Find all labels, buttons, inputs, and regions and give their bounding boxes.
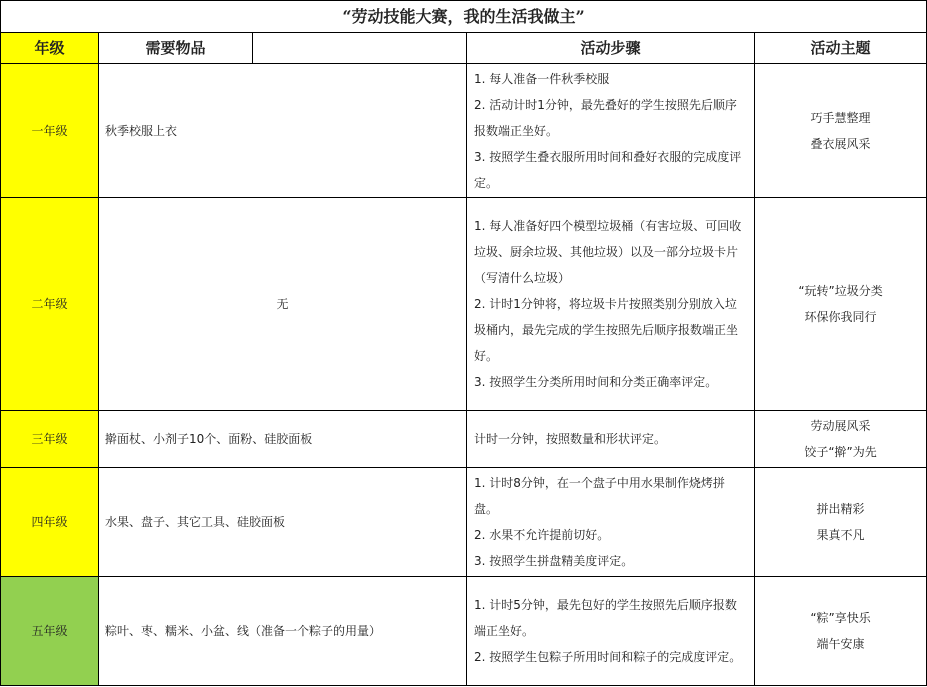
items-cell: 水果、盘子、其它工具、硅胶面板 xyxy=(99,468,467,577)
grade-cell: 四年级 xyxy=(1,468,99,577)
header-items: 需要物品 xyxy=(99,33,253,64)
theme-cell xyxy=(755,577,927,686)
grade-cell: 一年级 xyxy=(1,64,99,198)
theme-cell xyxy=(755,198,927,411)
grade-cell: 三年级 xyxy=(1,411,99,468)
step-text: 1. 计时5分钟，最先包好的学生按照先后顺序报数端正坐好。 xyxy=(474,598,737,638)
items-cell: 秋季校服上衣 xyxy=(99,64,467,198)
grade-cell: 五年级 xyxy=(1,577,99,686)
step-text: 1. 每人准备一件秋季校服 xyxy=(474,71,610,86)
theme-line: 拼出精彩 xyxy=(816,502,865,516)
theme-cell xyxy=(755,411,927,468)
steps-cell xyxy=(467,468,755,577)
theme-line: 端午安康 xyxy=(816,637,865,651)
header-row xyxy=(1,33,927,64)
step-text: 3. 按照学生叠衣服所用时间和叠好衣服的完成度评定。 xyxy=(474,149,742,190)
step-text: 2. 水果不允许提前切好。 xyxy=(474,528,610,542)
steps-cell xyxy=(467,411,755,468)
theme-line: 环保你我同行 xyxy=(804,310,877,324)
theme-cell xyxy=(755,468,927,577)
step-text: 2. 计时1分钟将，将垃圾卡片按照类别分别放入垃圾桶内，最先完成的学生按照先后顺序报数端正坐好。 xyxy=(474,297,739,363)
theme-line: 果真不凡 xyxy=(816,528,865,542)
step-text: 1. 每人准备好四个模型垃圾桶（有害垃圾、可回收垃圾、厨余垃圾、其他垃圾）以及一部分垃圾卡片（写清什么垃圾） xyxy=(474,219,742,285)
items-cell: 无 xyxy=(99,198,467,411)
table-title: “劳动技能大赛，我的生活我做主” xyxy=(1,1,927,33)
steps-cell xyxy=(467,198,755,411)
items-cell: 粽叶、枣、糯米、小盆、线（准备一个粽子的用量） xyxy=(99,577,467,686)
table-row xyxy=(1,64,927,198)
theme-line: 巧手慧整理 xyxy=(810,110,871,125)
grade-cell: 二年级 xyxy=(1,198,99,411)
theme-line: 叠衣展风采 xyxy=(810,136,871,151)
table-row xyxy=(1,468,927,577)
header-grade: 年级 xyxy=(1,33,99,64)
steps-cell xyxy=(467,64,755,198)
header-theme: 活动主题 xyxy=(755,33,927,64)
step-text: 3. 按照学生分类所用时间和分类正确率评定。 xyxy=(474,375,718,389)
theme-cell xyxy=(755,64,927,198)
header-blank xyxy=(253,33,467,64)
table-row xyxy=(1,577,927,686)
header-steps: 活动步骤 xyxy=(467,33,755,64)
items-cell: 擀面杖、小剂子10个、面粉、硅胶面板 xyxy=(99,411,467,468)
theme-line: 饺子“擀”为先 xyxy=(804,445,877,459)
steps-cell xyxy=(467,577,755,686)
step-text: 1. 计时8分钟，在一个盘子中用水果制作烧烤拼盘。 xyxy=(474,476,725,516)
theme-line: 劳动展风采 xyxy=(810,419,871,433)
title-row xyxy=(1,1,927,33)
theme-line: “粽”享快乐 xyxy=(810,611,871,625)
table-row xyxy=(1,411,927,468)
step-text: 计时一分钟，按照数量和形状评定。 xyxy=(474,432,667,446)
step-text: 2. 活动计时1分钟，最先叠好的学生按照先后顺序报数端正坐好。 xyxy=(474,97,737,138)
step-text: 2. 按照学生包粽子所用时间和粽子的完成度评定。 xyxy=(474,650,742,664)
step-text: 3. 按照学生拼盘精美度评定。 xyxy=(474,554,634,568)
table-row xyxy=(1,198,927,411)
theme-line: “玩转”垃圾分类 xyxy=(798,284,883,298)
